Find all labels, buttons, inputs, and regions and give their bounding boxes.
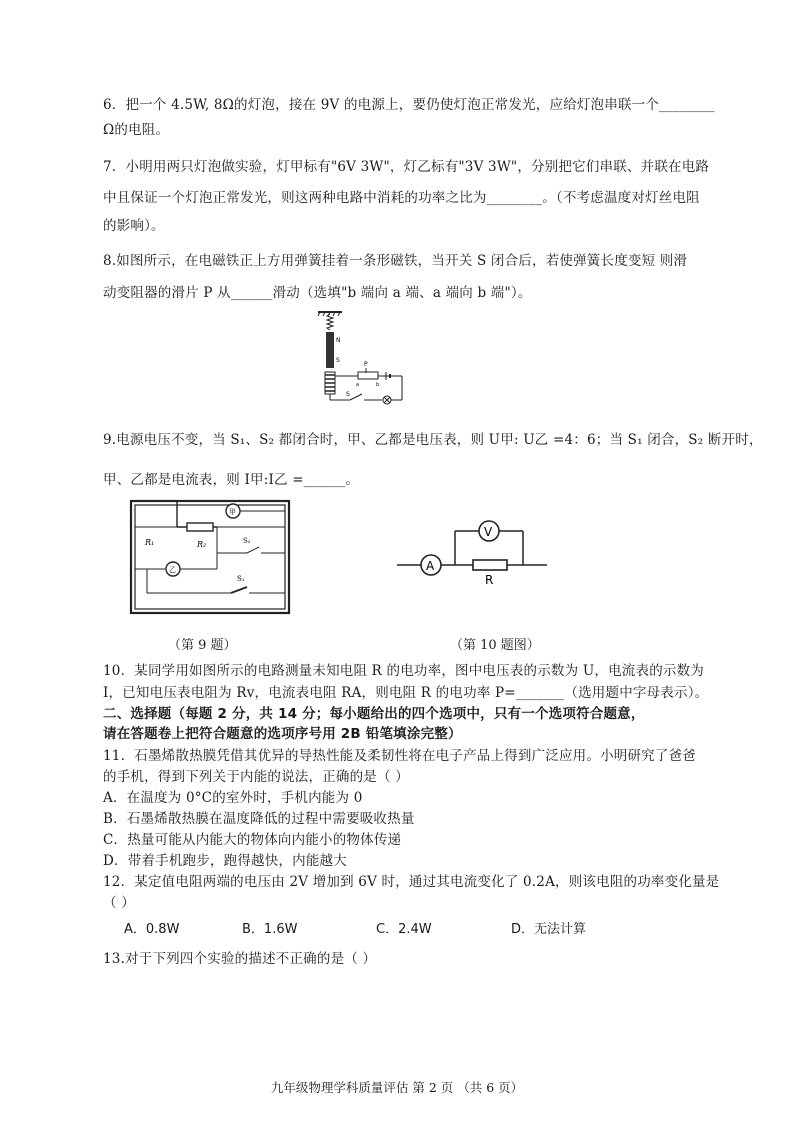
fig10-circuit-diagram [395,515,555,585]
fig8-s-label: S [336,357,340,364]
q12-stem-line2: （ ） [103,895,135,911]
fig8-b-label: b [376,382,380,388]
section2-heading-line1: 二、选择题（每题 2 分，共 14 分；每小题给出的四个选项中，只有一个选项符合题意， [103,706,645,722]
fig10-voltmeter-label: V [484,525,493,539]
fig8-a-label: a [356,382,360,388]
q10-line2: I，已知电压表电阻为 Rv，电流表电阻 RA，则电阻 R 的电功率 P=_______（选用题中字母表示）。 [103,685,709,701]
q12-stem-line1: 12．某定值电阻两端的电压由 2V 增加到 6V 时，通过其电流变化了 0.2A，则该电阻的功率变化量是 [103,874,720,890]
q8-line1: 8.如图所示，在电磁铁正上方用弹簧挂着一条形磁铁，当开关 S 闭合后，若使弹簧长度变短 则滑 [103,253,688,269]
q12-option-a: A．0.8W [124,922,180,937]
fig9-r1-label: R₁ [145,538,155,547]
q11-option-b: B．石墨烯散热膜在温度降低的过程中需要吸收热量 [103,811,415,827]
q12-option-d: D．无法计算 [511,922,587,937]
q7-line2: 中且保证一个灯泡正常发光，则这两种电路中消耗的功率之比为________。（不考虑温度对灯丝电阻 [103,190,700,206]
q11-stem-line1: 11．石墨烯散热膜凭借其优异的导热性能及柔韧性将在电子产品上得到广泛应用。小明研究了爸爸 [103,748,696,764]
q7-line1: 7．小明用两只灯泡做实验，灯甲标有"6V 3W"，灯乙标有"3V 3W"，分别把它们串联、并联在电路 [103,159,710,175]
q9-line2: 甲、乙都是电流表，则 I甲:I乙 =______。 [103,472,360,488]
fig9-s1-label: S₁ [237,575,245,583]
section2-heading-line2: 请在答题卷上把符合题意的选项序号用 2B 铅笔填涂完整） [103,726,462,742]
q11-option-d: D．带着手机跑步，跑得越快，内能越大 [103,853,347,869]
fig9-circuit-diagram [127,493,297,623]
q6-line2: Ω的电阻。 [103,122,170,138]
q12-option-c: C．2.4W [376,922,432,937]
fig8-n-label: N [336,337,341,344]
q12-option-b: B．1.6W [242,922,298,937]
q13-stem: 13.对于下列四个实验的描述不正确的是（ ） [103,951,377,967]
q11-stem-line2: 的手机，得到下列关于内能的说法，正确的是（ ） [103,769,409,785]
fig9-meter-jia: 甲 [229,508,236,516]
q10-line1: 10．某同学用如图所示的电路测量未知电阻 R 的电功率，图中电压表的示数为 U，电流表的示数为 [103,663,704,679]
fig10-caption: （第 10 题图） [450,638,540,653]
q6-line1: 6．把一个 4.5W, 8Ω的灯泡，接在 9V 的电源上，要仍使灯泡正常发光，应给灯泡串联一个________ [103,97,715,113]
fig10-resistor-label: R [485,573,494,585]
fig8-electromagnet-diagram [316,310,416,410]
q11-option-a: A．在温度为 0°C的室外时，手机内能为 0 [103,790,363,806]
q11-option-c: C．热量可能从内能大的物体向内能小的物体传递 [103,832,402,848]
fig9-caption: （第 9 题） [168,638,237,653]
q8-line2: 动变阻器的滑片 P 从______滑动（选填"b 端向 a 端、a 端向 b 端"）。 [103,285,532,301]
fig9-meter-yi: 乙 [169,566,176,574]
q9-line1: 9.电源电压不变，当 S₁、S₂ 都闭合时，甲、乙都是电压表，则 U甲: U乙 =4：6；当 S₁ 闭合，S₂ 断开时， [103,432,763,448]
q7-line3: 的影响）。 [103,218,165,234]
fig9-r2-label: R₂ [197,540,207,549]
fig8-p-label: P [364,361,368,368]
page-footer: 九年级物理学科质量评估 第 2 页 （共 6 页） [270,1080,524,1095]
fig9-s2-label: S₂ [243,537,251,545]
fig10-ammeter-label: A [426,559,435,573]
fig8-switch-label: S [346,391,350,398]
